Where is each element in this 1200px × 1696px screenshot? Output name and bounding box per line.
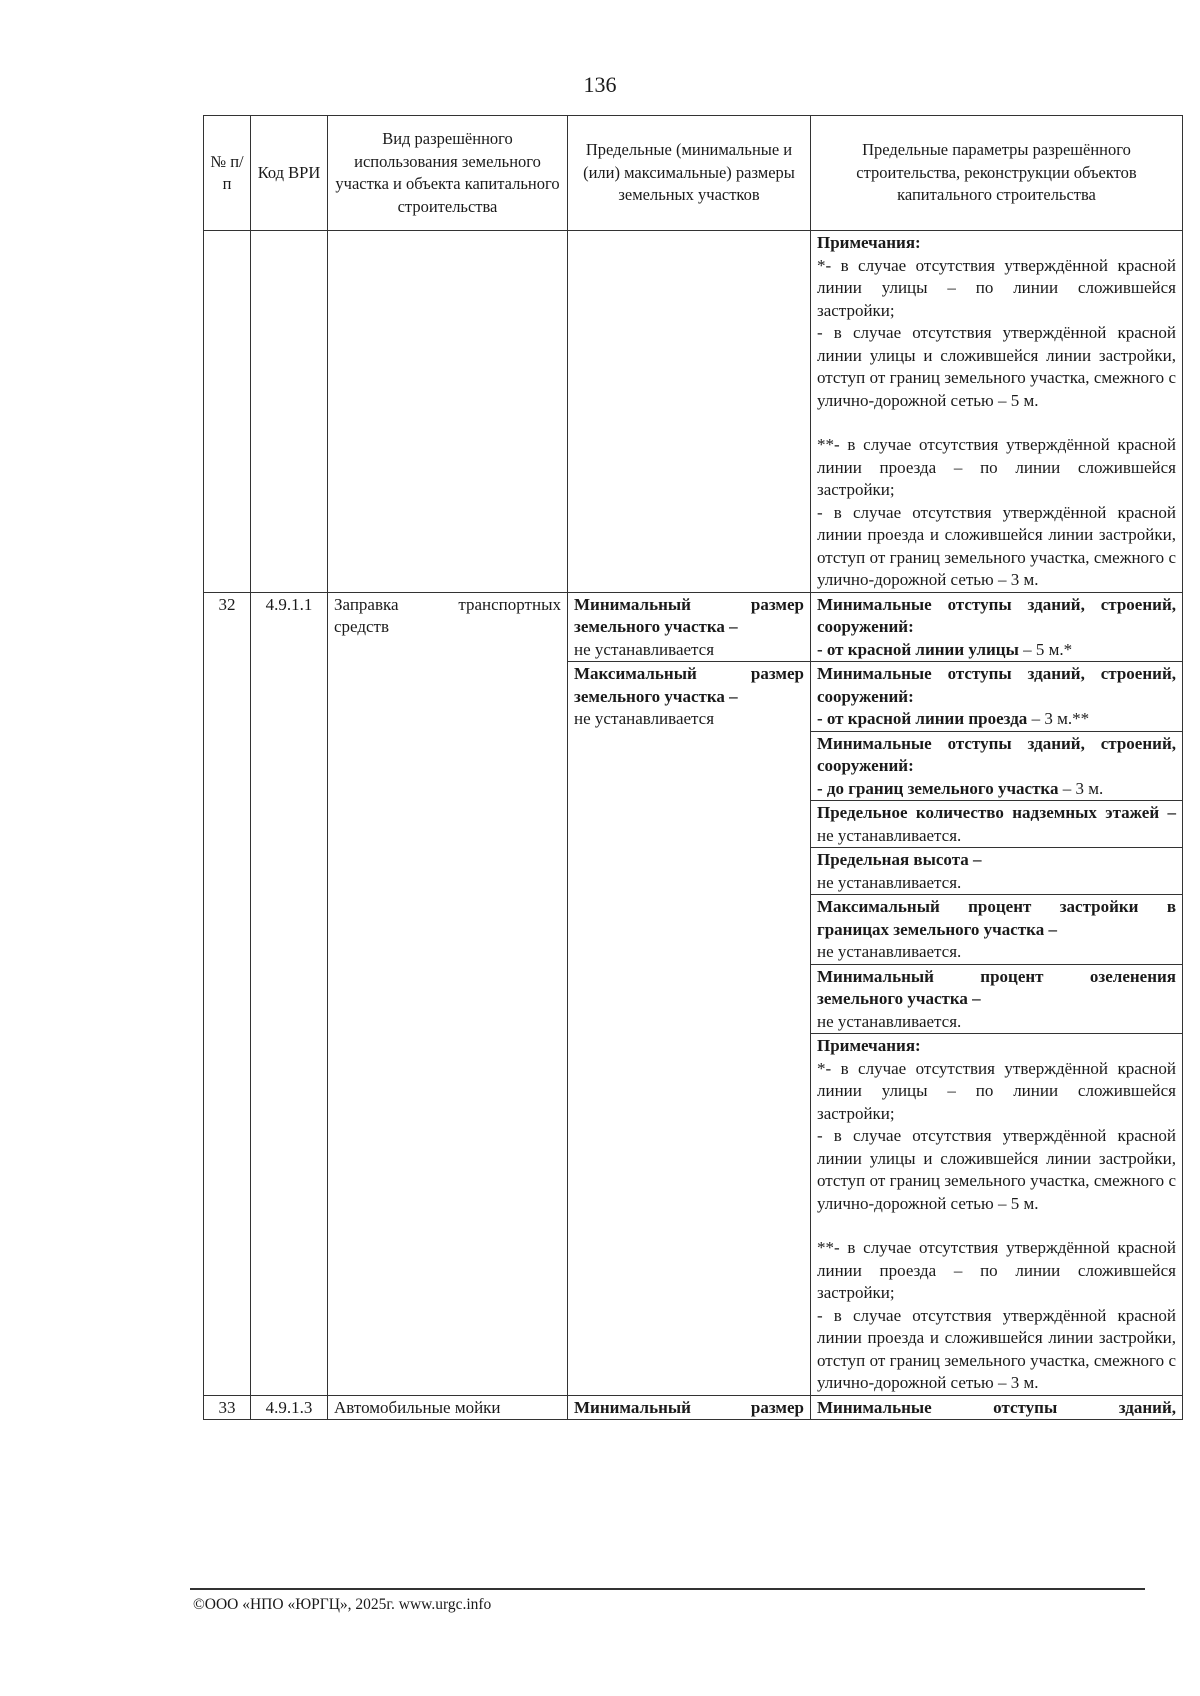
param-setback: Минимальные отступы зданий, xyxy=(811,1395,1183,1420)
row-use-name: Автомобильные мойки xyxy=(328,1395,568,1420)
header-use: Вид разрешённого использования земельного участка и объекта капитального строительства xyxy=(328,116,568,231)
param-max-coverage: Максимальный процент застройки в границах земельного участка – не устанавливается. xyxy=(811,895,1183,965)
table-row-33 xyxy=(204,1395,1183,1420)
footer-copyright: ©ООО «НПО «ЮРГЦ», 2025г. www.urgc.info xyxy=(193,1596,492,1613)
note-passage-2: - в случае отсутствия утверждённой красной линии проезда и сложившейся линии застройки, отступ от границ земельного участка, смежного с улично-дорожной сетью – 3 м. xyxy=(817,1305,1176,1392)
note-street-1: *- в случае отсутствия утверждённой красной линии улицы – по линии сложившейся застройки; xyxy=(817,255,1176,320)
row-use-name: Заправка транспортных средств xyxy=(328,592,568,1395)
notes-title: Примечания: xyxy=(817,233,921,252)
regulations-table xyxy=(203,115,1183,1420)
table-row-32 xyxy=(204,592,1183,662)
row-number: 32 xyxy=(204,592,251,1395)
row-code: 4.9.1.3 xyxy=(251,1395,328,1420)
notes-title: Примечания: xyxy=(817,1036,921,1055)
note-street-1: *- в случае отсутствия утверждённой красной линии улицы – по линии сложившейся застройки; xyxy=(817,1058,1176,1123)
header-num: № п/п xyxy=(204,116,251,231)
page-number: 136 xyxy=(583,72,617,97)
header-plot: Предельные (минимальные и (или) максимальные) размеры земельных участков xyxy=(568,116,811,231)
row-code: 4.9.1.1 xyxy=(251,592,328,1395)
note-passage-2: - в случае отсутствия утверждённой красной линии проезда и сложившейся линии застройки, отступ от границ земельного участка, смежного с улично-дорожной сетью – 3 м. xyxy=(817,502,1176,589)
plot-min-cell: Минимальный размер xyxy=(568,1395,811,1420)
param-setback-boundary: Минимальные отступы зданий, строений, сооружений: - до границ земельного участка – 3 м. xyxy=(811,731,1183,801)
param-height: Предельная высота – не устанавливается. xyxy=(811,848,1183,895)
note-passage-1: **- в случае отсутствия утверждённой красной линии проезда – по линии сложившейся застройки; xyxy=(817,435,1176,499)
continuation-row xyxy=(204,231,1183,593)
param-floors: Предельное количество надземных этажей – не устанавливается. xyxy=(811,801,1183,848)
header-params: Предельные параметры разрешённого строительства, реконструкции объектов капитального строительства xyxy=(811,116,1183,231)
param-setback-street: Минимальные отступы зданий, строений, сооружений: - от красной линии улицы – 5 м.* xyxy=(811,592,1183,662)
note-street-2: - в случае отсутствия утверждённой красной линии улицы и сложившейся линии застройки, отступ от границ земельного участка, смежного с улично-дорожной сетью – 5 м. xyxy=(817,1126,1176,1213)
plot-max-cell: Максимальный размер земельного участка – не устанавливается xyxy=(568,662,811,1396)
header-code: Код ВРИ xyxy=(251,116,328,231)
row-number: 33 xyxy=(204,1395,251,1420)
param-min-greening: Минимальный процент озеленения земельного участка – не устанавливается. xyxy=(811,964,1183,1034)
plot-min-cell: Минимальный размер земельного участка – не устанавливается xyxy=(568,592,811,662)
note-passage-1: **- в случае отсутствия утверждённой красной линии проезда – по линии сложившейся застройки; xyxy=(817,1238,1176,1302)
param-setback-passage: Минимальные отступы зданий, строений, сооружений: - от красной линии проезда – 3 м.** xyxy=(811,662,1183,732)
notes-cell xyxy=(811,231,1183,593)
footer-divider xyxy=(190,1588,1145,1590)
header-row xyxy=(204,116,1183,231)
note-street-2: - в случае отсутствия утверждённой красной линии улицы и сложившейся линии застройки, отступ от границ земельного участка, смежного с улично-дорожной сетью – 5 м. xyxy=(817,323,1176,410)
notes-cell xyxy=(811,1034,1183,1396)
